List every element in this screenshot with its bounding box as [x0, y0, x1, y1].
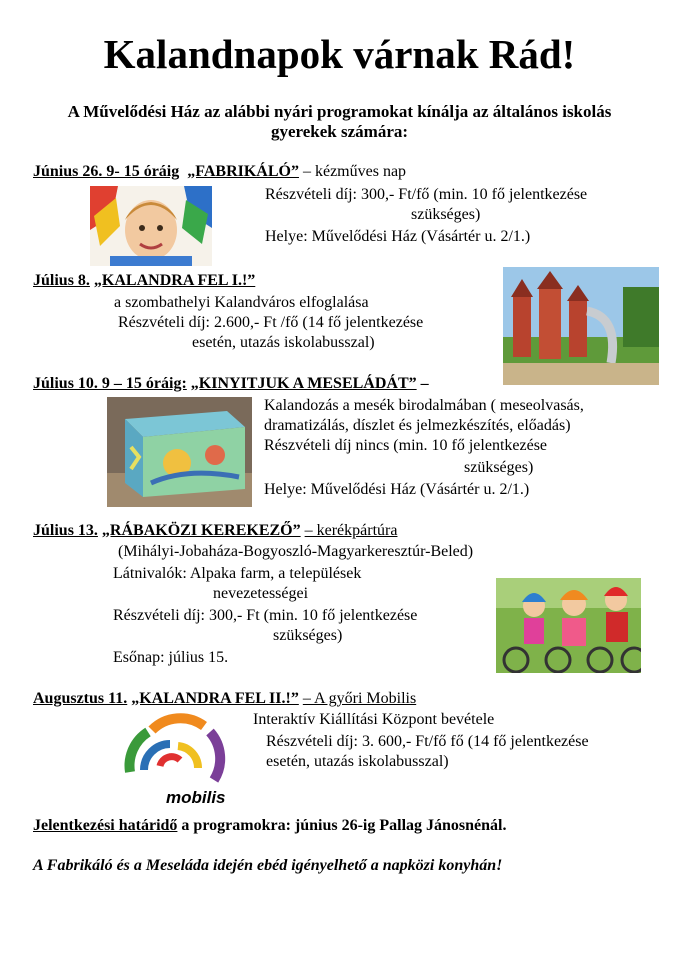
event-4-subtitle: – kerékpártúra	[304, 522, 398, 539]
event-3-line-4: szükséges)	[464, 459, 534, 476]
event-4-name: „RÁBAKÖZI KEREKEZŐ”	[101, 522, 301, 539]
event-3-header	[33, 375, 429, 393]
deadline-label: Jelentkezési határidő	[33, 817, 178, 834]
lunch-note: A Fabrikáló és a Meseláda idején ebéd igényelhető a napközi konyhán!	[33, 857, 503, 874]
kids-cycling-photo	[496, 578, 641, 673]
event-5-line-1: Interaktív Kiállítási Központ bevétele	[253, 711, 495, 728]
event-1-line-3: Helye: Művelődési Ház (Vásártér u. 2/1.)	[265, 228, 531, 245]
event-1-line-2: szükséges)	[411, 206, 481, 223]
intro-line-2: gyerekek számára:	[270, 122, 409, 141]
event-3-name: „KINYITJUK A MESELÁDÁT”	[190, 375, 417, 392]
event-4-line-3: nevezetességei	[213, 585, 309, 602]
event-1-date: Június 26. 9- 15 óráig	[33, 163, 180, 180]
event-2-name: „KALANDRA FEL I.!”	[93, 272, 256, 289]
event-3-subtitle: –	[420, 375, 429, 392]
event-3-line-3: Részvételi díj nincs (min. 10 fő jelentkezése	[264, 437, 548, 454]
event-3-line-5: Helye: Művelődési Ház (Vásártér u. 2/1.)	[264, 481, 530, 498]
event-5-date: Augusztus 11.	[33, 690, 128, 707]
painted-story-box-photo	[107, 397, 252, 507]
deadline-text: a programokra: június 26-ig Pallag Jánosnénál.	[181, 817, 507, 834]
event-4-date: Július 13.	[33, 522, 98, 539]
event-4-line-1: (Mihályi-Jobaháza-Bogyoszló-Magyarkeresztúr-Beled)	[118, 543, 474, 560]
event-5-line-2: Részvételi díj: 3. 600,- Ft/fő fő (14 fő jelentkezése	[266, 733, 589, 750]
event-3-line-1: Kalandozás a mesék birodalmában ( meseolvasás,	[264, 397, 584, 414]
event-1-subtitle: – kézműves nap	[302, 163, 407, 180]
event-2-line-2: Részvételi díj: 2.600,- Ft /fő (14 fő jelentkezése	[118, 314, 424, 331]
event-4-header	[33, 522, 397, 540]
event-4-line-4: Részvételi díj: 300,- Ft (min. 10 fő jelentkezése	[113, 607, 418, 624]
event-2-date: Július 8.	[33, 272, 90, 289]
event-1-line-1: Részvételi díj: 300,- Ft/fő (min. 10 fő jelentkezése	[265, 186, 588, 203]
event-3-line-2: dramatizálás, díszlet és jelmezkészítés, előadás)	[264, 417, 571, 434]
event-4-line-6: Esőnap: július 15.	[113, 649, 229, 666]
event-1-name: „FABRIKÁLÓ”	[187, 163, 299, 180]
event-1-header	[33, 163, 406, 181]
event-5-header	[33, 690, 416, 708]
event-2-header	[33, 272, 255, 290]
adventure-park-photo	[503, 267, 659, 385]
child-painted-hands-photo	[90, 186, 212, 266]
event-5-name: „KALANDRA FEL II.!”	[131, 690, 299, 707]
event-4-line-5: szükséges)	[273, 627, 343, 644]
deadline-line	[33, 817, 507, 835]
event-5-line-3: esetén, utazás iskolabusszal)	[266, 753, 449, 770]
page-title: Kalandnapok várnak Rád!	[103, 31, 576, 77]
mobilis-logo-text: mobilis	[166, 788, 226, 807]
event-2-line-1: a szombathelyi Kalandváros elfoglalása	[114, 294, 369, 311]
event-4-line-2: Látnivalók: Alpaka farm, a települések	[113, 565, 362, 582]
event-2-line-3: esetén, utazás iskolabusszal)	[192, 334, 375, 351]
event-5-subtitle: – A győri Mobilis	[302, 690, 417, 707]
event-3-date: Július 10. 9 – 15 óráig:	[33, 375, 187, 392]
intro-line-1: A Művelődési Ház az alábbi nyári programokat kínálja az általános iskolás	[67, 102, 612, 121]
